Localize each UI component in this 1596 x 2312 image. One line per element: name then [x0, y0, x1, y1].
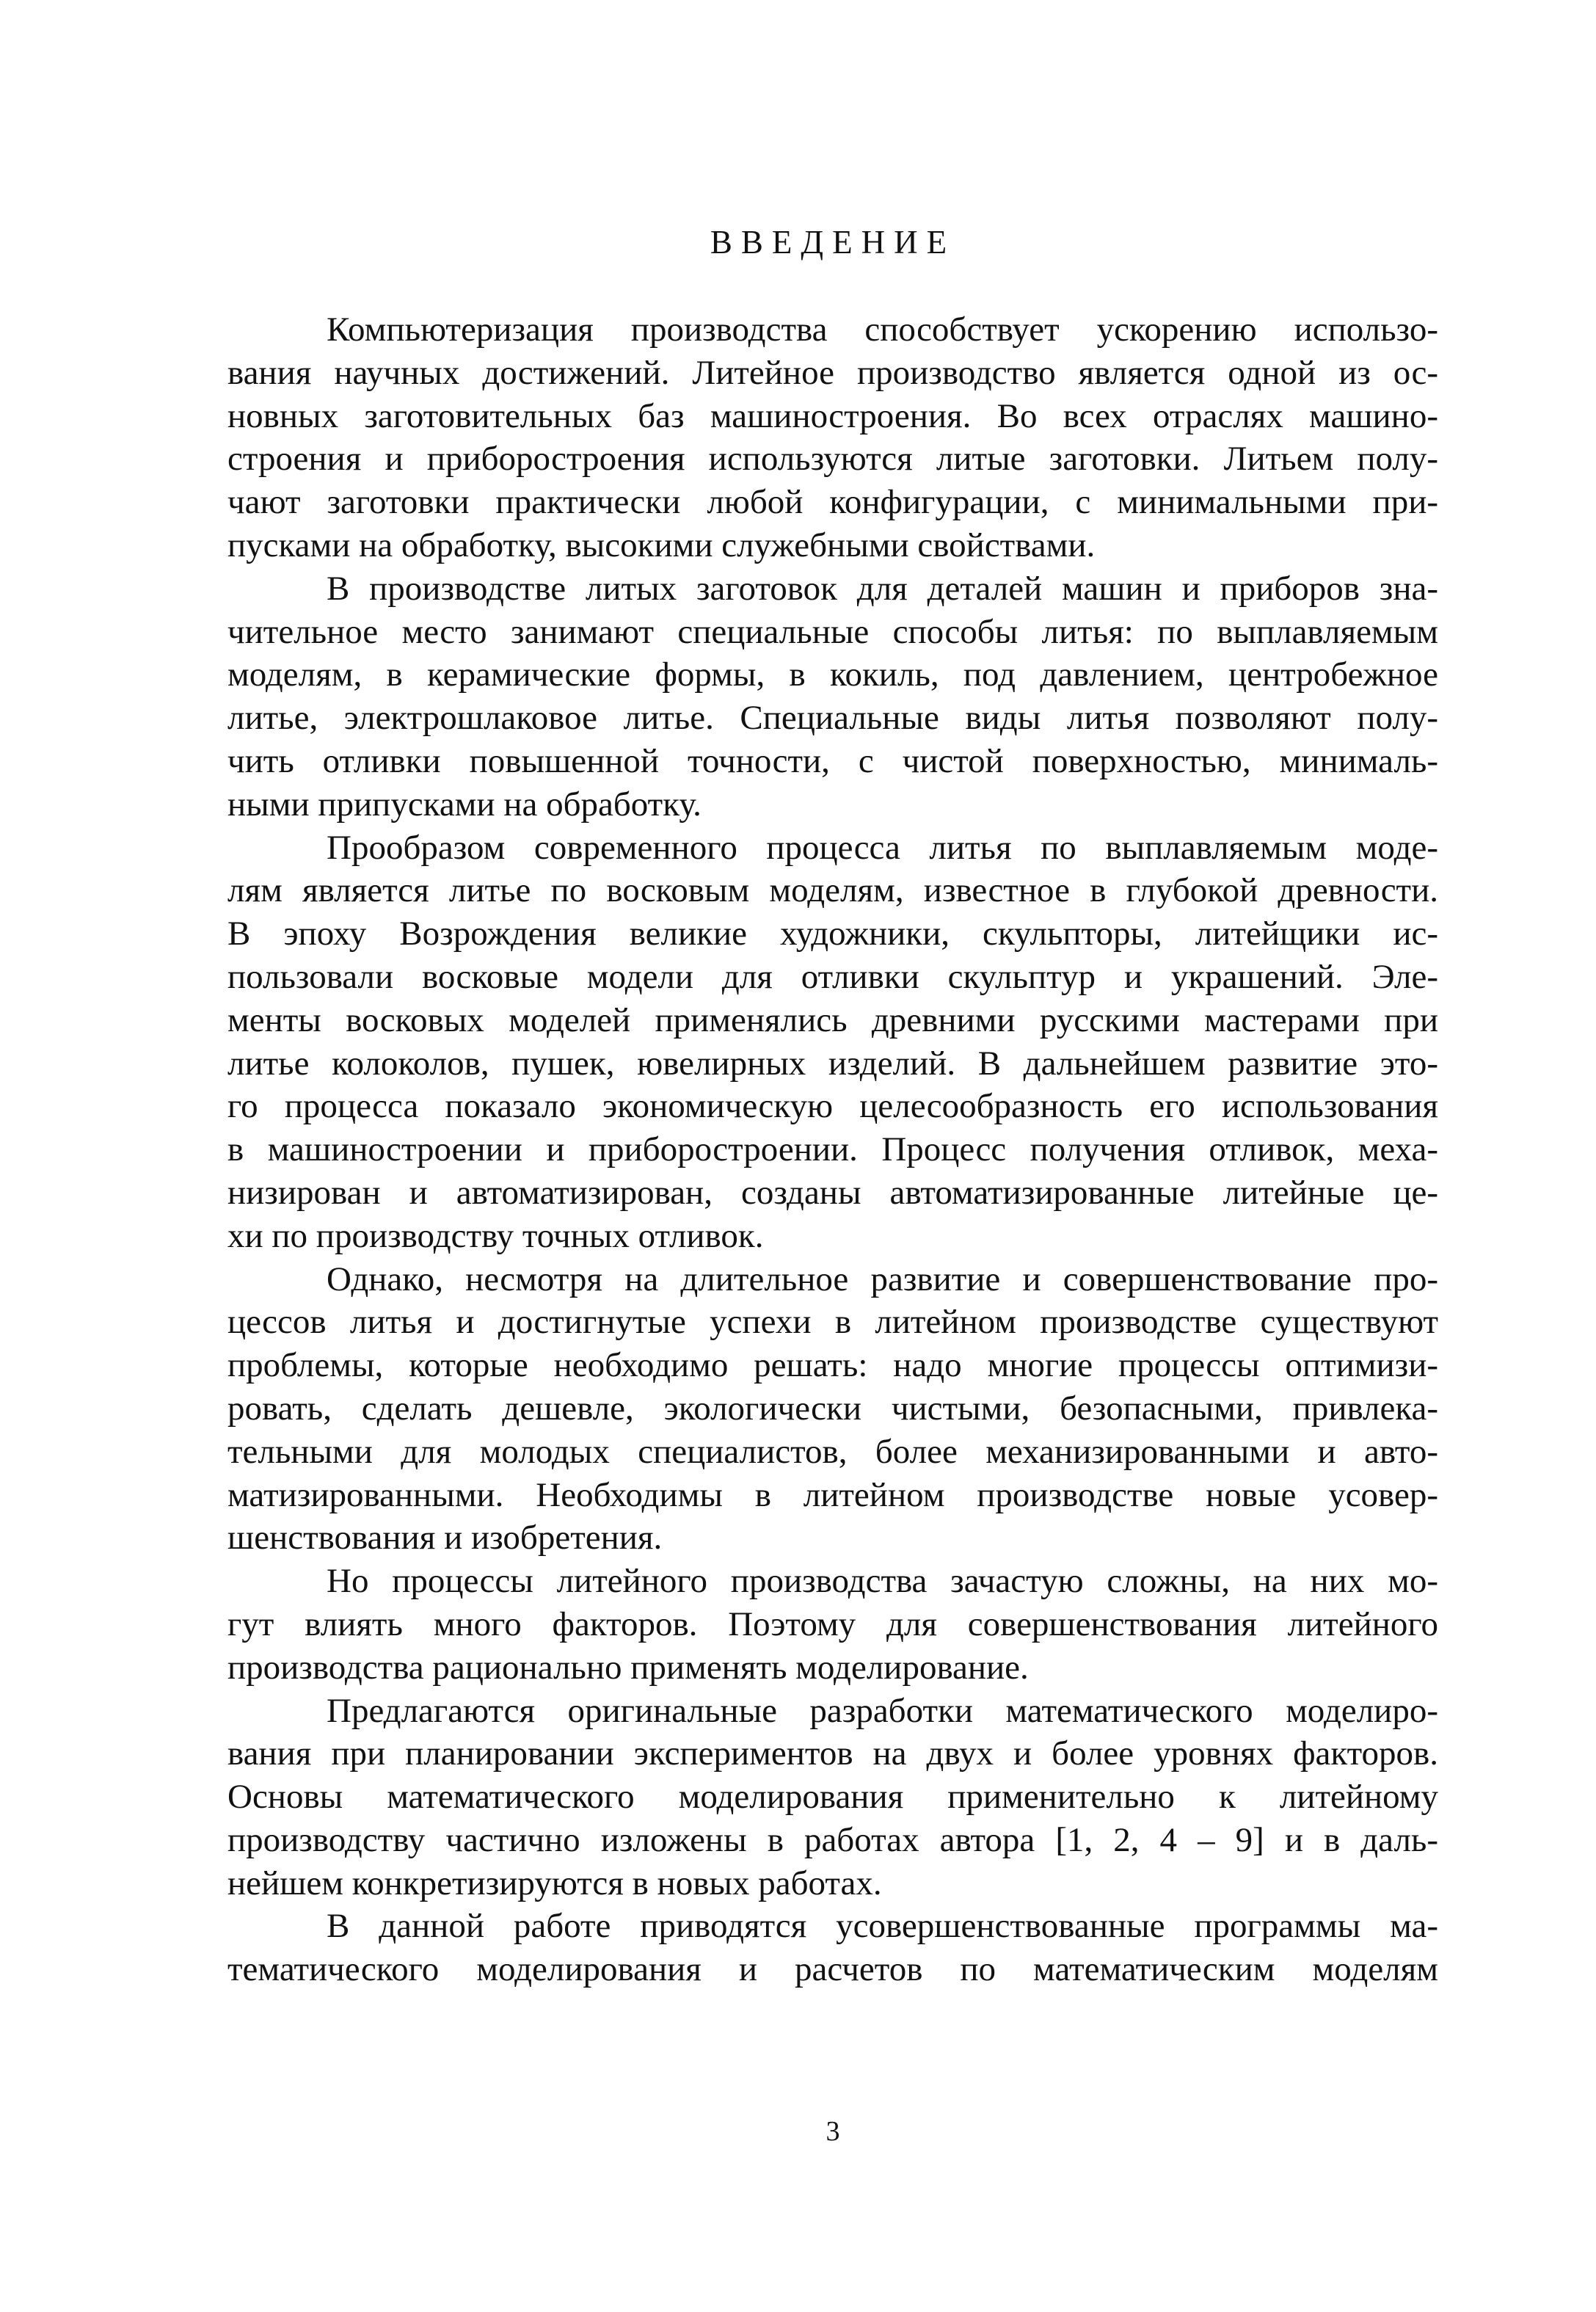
text-line: в машиностроении и приборостроении. Процесс получения отливок, меха-	[227, 1130, 1438, 1169]
text-line: чают заготовки практически любой конфигурации, с минимальными при-	[227, 483, 1438, 522]
paragraph	[227, 1258, 1438, 1560]
paragraph	[227, 567, 1438, 826]
text-line: шенствования и изобретения.	[227, 1519, 663, 1557]
text-line: В данной работе приводятся усовершенствованные программы ма-	[327, 1907, 1438, 1946]
text-line: вания при планировании экспериментов на двух и более уровнях факторов.	[227, 1734, 1438, 1773]
text-line: го процесса показало экономическую целесообразность его использования	[227, 1087, 1438, 1126]
paragraph	[227, 308, 1438, 567]
text-line: тематического моделирования и расчетов по математическим моделям	[227, 1950, 1438, 1989]
text-line: пользовали восковые модели для отливки скульптур и украшений. Эле-	[227, 957, 1438, 996]
text-line: литье, электрошлаковое литье. Специальные виды литья позволяют полу-	[227, 699, 1438, 738]
text-line: Однако, несмотря на длительное развитие и совершенствование про-	[327, 1259, 1438, 1298]
text-line: чительное место занимают специальные способы литья: по выплавляемым	[227, 612, 1438, 651]
text-line: Прообразом современного процесса литья по выплавляемым моде-	[327, 828, 1438, 867]
section-title: ВВЕДЕНИЕ	[710, 224, 956, 261]
text-line: Но процессы литейного производства зачастую сложны, на них мо-	[327, 1562, 1438, 1601]
text-line: ровать, сделать дешевле, экологически чистыми, безопасными, привлека-	[227, 1389, 1438, 1428]
paragraph	[227, 1905, 1438, 1991]
text-line: Компьютеризация производства способствует ускорению использо-	[327, 310, 1438, 349]
text-line: строения и приборостроения используются литые заготовки. Литьем полу-	[227, 440, 1438, 479]
text-line: чить отливки повышенной точности, с чистой поверхностью, минималь-	[227, 741, 1438, 780]
text-line: производству частично изложены в работах автора [1, 2, 4 – 9] и в даль-	[227, 1820, 1438, 1859]
text-line: гут влиять много факторов. Поэтому для совершенствования литейного	[227, 1604, 1438, 1643]
text-line: ными припусками на обработку.	[227, 785, 702, 824]
text-line: литье колоколов, пушек, ювелирных изделий. В дальнейшем развитие это-	[227, 1044, 1438, 1083]
text-line: матизированными. Необходимы в литейном производстве новые усовер-	[227, 1475, 1438, 1514]
text-line: вания научных достижений. Литейное производство является одной из ос-	[227, 353, 1438, 392]
text-line: тельными для молодых специалистов, более механизированными и авто-	[227, 1432, 1438, 1471]
text-line: Предлагаются оригинальные разработки математического моделиро-	[327, 1691, 1438, 1730]
text-line: В эпоху Возрождения великие художники, скульпторы, литейщики ис-	[227, 915, 1438, 953]
text-line: Основы математического моделирования применительно к литейному	[227, 1778, 1438, 1817]
text-line: хи по производству точных отливок.	[227, 1216, 764, 1255]
paragraph	[227, 1690, 1438, 1905]
text-line: цессов литья и достигнутые успехи в литейном производстве существуют	[227, 1303, 1438, 1342]
page-number: 3	[826, 2116, 840, 2147]
paragraph	[227, 826, 1438, 1258]
text-line: В производстве литых заготовок для деталей машин и приборов зна-	[327, 569, 1438, 608]
paragraph	[227, 1560, 1438, 1689]
text-line: новных заготовительных баз машиностроения. Во всех отраслях машино-	[227, 396, 1438, 435]
text-line: низирован и автоматизирован, созданы автоматизированные литейные це-	[227, 1173, 1438, 1212]
text-line: пусками на обработку, высокими служебными свойствами.	[227, 526, 1096, 564]
body-text	[227, 308, 1438, 1991]
text-line: лям является литье по восковым моделям, известное в глубокой древности.	[227, 871, 1438, 910]
text-line: менты восковых моделей применялись древними русскими мастерами при	[227, 1000, 1438, 1039]
text-line: проблемы, которые необходимо решать: надо многие процессы оптимизи-	[227, 1346, 1438, 1385]
text-line: производства рационально применять моделирование.	[227, 1648, 1029, 1687]
text-line: нейшем конкретизируются в новых работах.	[227, 1864, 882, 1902]
text-line: моделям, в керамические формы, в кокиль, под давлением, центробежное	[227, 655, 1438, 694]
